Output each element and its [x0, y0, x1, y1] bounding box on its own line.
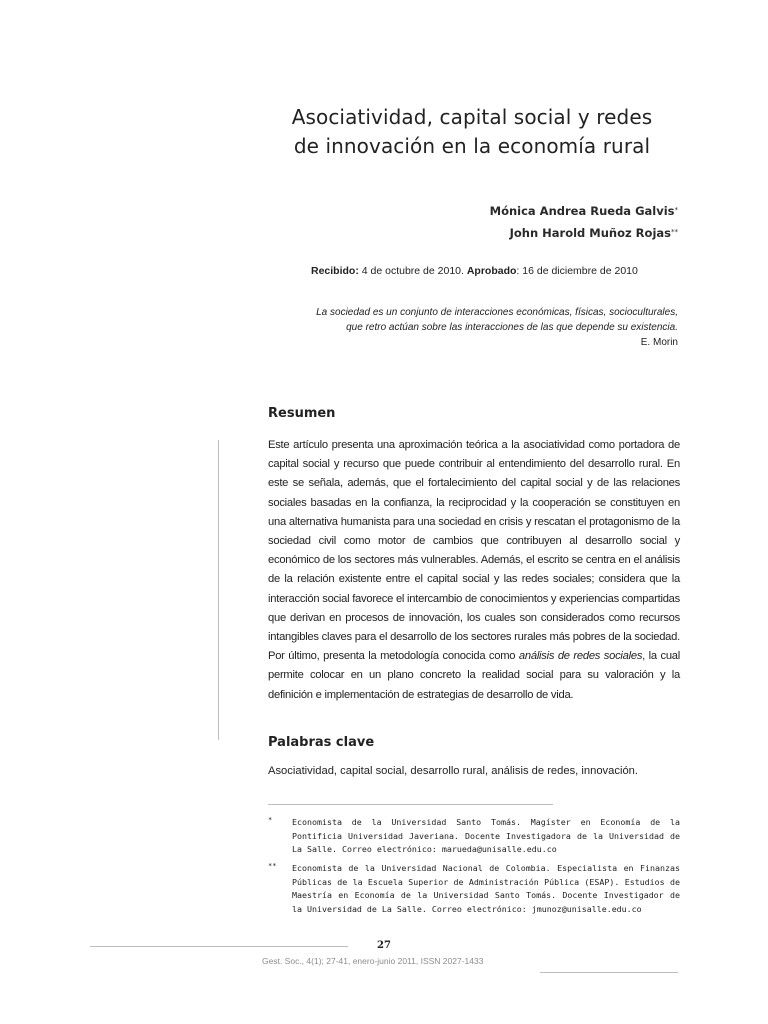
received-label: Recibido: — [311, 265, 359, 277]
epigraph-quote-line-2: que retro actúan sobre las interacciones de las que depende su existencia. — [346, 322, 678, 333]
approved-label: Aprobado — [466, 265, 517, 277]
abstract-body: Este artículo presenta una aproximación teórica a la asociatividad como portadora de capital social y recurso que puede contribuir al entendimiento del desarrollo rural. En este se señala, además, que el fortalecimiento del capital social y de las relaciones sociales basadas en la confianza, la reciprocidad y la cooperación se constituyen en una alternativa humanista para una sociedad en crisis y rescatan el protagonismo de la sociedad civil como motor de cambios que contribuyen al desarrollo social y económico de los sectores más vulnerables. Además, el escrito se centra en el análisis de la relación existente entre el capital social y las redes sociales; considera que la interacción social favorece el intercambio de conocimientos y experiencias compartidas que derivan en procesos de innovación, los cuales son considerados como recursos intangibles claves para el desarrollo de los sectores rurales más pobres de la sociedad. Por último, presenta la metodología conocida como — [268, 439, 680, 663]
footnote-text: Economista de la Universidad Santo Tomás. Magíster en Economía de la Pontificia Universidad Javeriana. Docente Investigadora de la Universidad de La Salle. Correo electrónico: marueda@unisalle.edu.co — [292, 817, 680, 854]
abstract-italic-term: análisis de redes sociales — [518, 650, 643, 663]
author-list — [490, 200, 678, 244]
page-number: 27 — [377, 940, 391, 951]
author-2 — [490, 222, 678, 244]
received-date: 4 de octubre de 2010. — [358, 265, 467, 277]
epigraph-source: E. Morin — [640, 337, 678, 348]
abstract-body-end: , la cual permite colocar en un plano concreto la realidad social para su valoración y la definición e implementación de estrategias de desarrollo de vida. — [268, 650, 680, 701]
footnote-mark: * — [268, 816, 273, 824]
article-title — [252, 103, 692, 161]
abstract-text — [268, 436, 680, 705]
keywords-text: Asociatividad, capital social, desarrollo rural, análisis de redes, innovación. — [268, 765, 639, 777]
footnote-mark: ** — [268, 862, 277, 870]
author-1 — [490, 200, 678, 222]
epigraph-quote-line-1: La sociedad es un conjunto de interacciones económicas, físicas, socioculturales, — [316, 307, 678, 318]
author-footnote-mark: ** — [671, 228, 678, 236]
journal-citation: Gest. Soc., 4(1); 27-41, enero-junio 2011, ISSN 2027-1433 — [262, 956, 484, 966]
footer-rule-right — [540, 972, 678, 973]
submission-dates — [311, 265, 638, 277]
approved-date: : 16 de diciembre de 2010 — [516, 265, 638, 277]
margin-rule — [218, 440, 219, 740]
abstract-heading: Resumen — [268, 406, 336, 421]
footer-rule-left — [90, 946, 348, 947]
footnote-1 — [268, 816, 680, 857]
title-line-2: de innovación en la economía rural — [293, 134, 651, 158]
author-footnote-mark: * — [674, 206, 678, 214]
footnote-2 — [268, 862, 680, 916]
keywords-heading: Palabras clave — [268, 735, 375, 750]
epigraph — [258, 305, 678, 350]
footnote-separator — [268, 804, 553, 805]
author-name: John Harold Muñoz Rojas — [509, 226, 671, 240]
author-name: Mónica Andrea Rueda Galvis — [489, 204, 675, 218]
title-line-1: Asociatividad, capital social y redes — [291, 105, 653, 129]
footnote-text: Economista de la Universidad Nacional de Colombia. Especialista en Finanzas Públicas de la Escuela Superior de Administración Pública (ESAP). Estudios de Maestría en Economía de la Universidad Santo Tomás. Docente Investigador de la Universidad de La Salle. Correo electrónico: jmunoz@unisalle.edu.co — [292, 863, 680, 914]
